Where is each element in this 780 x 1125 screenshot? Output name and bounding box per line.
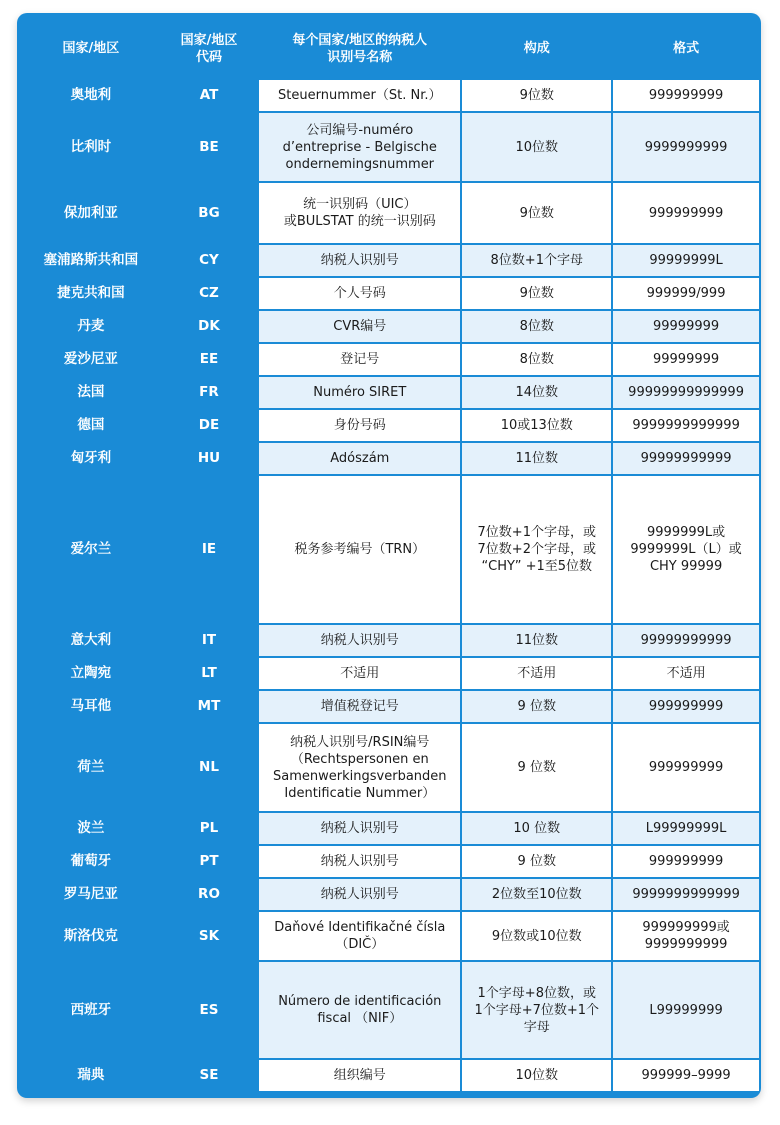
code-cell: AT <box>161 80 258 111</box>
format-cell: 99999999999999 <box>613 377 759 408</box>
format-cell: 999999999 <box>613 80 759 111</box>
table-row <box>23 410 759 441</box>
composition-cell: 10或13位数 <box>462 410 611 441</box>
composition-cell: 10位数 <box>462 113 611 181</box>
tin-name-cell: 公司编号-numéro d’entreprise - Belgische ondernemingsnummer <box>259 113 460 181</box>
code-cell: IT <box>161 625 258 656</box>
table-row <box>23 846 759 877</box>
composition-cell: 9 位数 <box>462 846 611 877</box>
table-row <box>23 1060 759 1091</box>
tin-name-cell: 纳税人识别号 <box>259 813 460 844</box>
country-cell: 斯洛伐克 <box>23 912 159 960</box>
code-cell: SK <box>161 912 258 960</box>
format-cell: 9999999999 <box>613 113 759 181</box>
tin-name-cell: 身份号码 <box>259 410 460 441</box>
tin-name-cell: CVR编号 <box>259 311 460 342</box>
table-row <box>23 724 759 811</box>
country-cell: 马耳他 <box>23 691 159 722</box>
country-cell: 奥地利 <box>23 80 159 111</box>
code-cell: FR <box>161 377 258 408</box>
table-row <box>23 691 759 722</box>
tin-name-cell: Adószám <box>259 443 460 474</box>
composition-cell: 9 位数 <box>462 691 611 722</box>
country-cell: 罗马尼亚 <box>23 879 159 910</box>
format-cell: L99999999L <box>613 813 759 844</box>
tin-name-cell: Número de identificación fiscal （NIF） <box>259 962 460 1058</box>
table-row <box>23 813 759 844</box>
country-cell: 爱沙尼亚 <box>23 344 159 375</box>
format-cell: 99999999999 <box>613 625 759 656</box>
code-cell: RO <box>161 879 258 910</box>
tin-name-cell: 纳税人识别号 <box>259 245 460 276</box>
table-row <box>23 912 759 960</box>
country-cell: 丹麦 <box>23 311 159 342</box>
tin-name-cell: Numéro SIRET <box>259 377 460 408</box>
composition-cell: 11位数 <box>462 443 611 474</box>
country-cell: 波兰 <box>23 813 159 844</box>
tin-name-cell: 增值税登记号 <box>259 691 460 722</box>
tin-name-cell: Daňové Identifikačné čísla （DIČ） <box>259 912 460 960</box>
table-row <box>23 625 759 656</box>
country-cell: 捷克共和国 <box>23 278 159 309</box>
format-cell: 9999999L或 9999999L（L）或 CHY 99999 <box>613 476 759 623</box>
header-code: 国家/地区 代码 <box>161 19 258 78</box>
country-cell: 意大利 <box>23 625 159 656</box>
country-cell: 比利时 <box>23 113 159 181</box>
code-cell: HU <box>161 443 258 474</box>
tin-name-cell: Steuernummer（St. Nr.） <box>259 80 460 111</box>
format-cell: 99999999 <box>613 311 759 342</box>
tin-name-cell: 纳税人识别号 <box>259 625 460 656</box>
code-cell: ES <box>161 962 258 1058</box>
tin-name-cell: 纳税人识别号 <box>259 879 460 910</box>
tin-name-cell: 组织编号 <box>259 1060 460 1091</box>
table-row <box>23 278 759 309</box>
composition-cell: 7位数+1个字母，或 7位数+2个字母，或 “CHY” +1至5位数 <box>462 476 611 623</box>
table-row <box>23 658 759 689</box>
code-cell: NL <box>161 724 258 811</box>
table-row <box>23 377 759 408</box>
country-cell: 法国 <box>23 377 159 408</box>
country-cell: 西班牙 <box>23 962 159 1058</box>
country-cell: 匈牙利 <box>23 443 159 474</box>
table-row <box>23 344 759 375</box>
format-cell: 999999999 <box>613 724 759 811</box>
table-row <box>23 311 759 342</box>
composition-cell: 2位数至10位数 <box>462 879 611 910</box>
tin-name-cell: 纳税人识别号 <box>259 846 460 877</box>
composition-cell: 9位数 <box>462 183 611 243</box>
composition-cell: 1个字母+8位数，或 1个字母+7位数+1个 字母 <box>462 962 611 1058</box>
table-row <box>23 879 759 910</box>
code-cell: CZ <box>161 278 258 309</box>
tin-name-cell: 个人号码 <box>259 278 460 309</box>
country-cell: 瑞典 <box>23 1060 159 1091</box>
format-cell: 999999/999 <box>613 278 759 309</box>
country-cell: 德国 <box>23 410 159 441</box>
composition-cell: 8位数 <box>462 344 611 375</box>
composition-cell: 8位数+1个字母 <box>462 245 611 276</box>
format-cell: 不适用 <box>613 658 759 689</box>
header-row <box>23 19 759 78</box>
composition-cell: 8位数 <box>462 311 611 342</box>
tin-name-cell: 不适用 <box>259 658 460 689</box>
table-row <box>23 962 759 1058</box>
code-cell: PL <box>161 813 258 844</box>
code-cell: LT <box>161 658 258 689</box>
format-cell: 9999999999999 <box>613 410 759 441</box>
code-cell: PT <box>161 846 258 877</box>
tin-name-cell: 税务参考编号（TRN） <box>259 476 460 623</box>
composition-cell: 9位数 <box>462 80 611 111</box>
composition-cell: 9 位数 <box>462 724 611 811</box>
code-cell: IE <box>161 476 258 623</box>
country-cell: 保加利亚 <box>23 183 159 243</box>
format-cell: 999999–9999 <box>613 1060 759 1091</box>
table-row <box>23 476 759 623</box>
code-cell: MT <box>161 691 258 722</box>
composition-cell: 11位数 <box>462 625 611 656</box>
composition-cell: 不适用 <box>462 658 611 689</box>
format-cell: 999999999 <box>613 691 759 722</box>
format-cell: 9999999999999 <box>613 879 759 910</box>
code-cell: BG <box>161 183 258 243</box>
country-cell: 塞浦路斯共和国 <box>23 245 159 276</box>
table-row <box>23 80 759 111</box>
tin-name-cell: 登记号 <box>259 344 460 375</box>
composition-cell: 9位数或10位数 <box>462 912 611 960</box>
table-row <box>23 443 759 474</box>
country-cell: 立陶宛 <box>23 658 159 689</box>
composition-cell: 9位数 <box>462 278 611 309</box>
format-cell: 999999999 <box>613 183 759 243</box>
format-cell: 99999999L <box>613 245 759 276</box>
tin-name-cell: 纳税人识别号/RSIN编号 （Rechtspersonen en Samenwerkingsverbanden Identificatie Nummer） <box>259 724 460 811</box>
code-cell: DK <box>161 311 258 342</box>
header-format: 格式 <box>613 19 759 78</box>
country-cell: 荷兰 <box>23 724 159 811</box>
table-row <box>23 245 759 276</box>
header-country: 国家/地区 <box>23 19 159 78</box>
table-row <box>23 113 759 181</box>
code-cell: CY <box>161 245 258 276</box>
header-tin-name: 每个国家/地区的纳税人 识别号名称 <box>259 19 460 78</box>
table-row <box>23 183 759 243</box>
code-cell: SE <box>161 1060 258 1091</box>
composition-cell: 10 位数 <box>462 813 611 844</box>
code-cell: BE <box>161 113 258 181</box>
code-cell: DE <box>161 410 258 441</box>
format-cell: 99999999999 <box>613 443 759 474</box>
format-cell: L99999999 <box>613 962 759 1058</box>
tin-table <box>21 17 761 1093</box>
table-body <box>23 80 759 1091</box>
composition-cell: 14位数 <box>462 377 611 408</box>
format-cell: 99999999 <box>613 344 759 375</box>
tin-name-cell: 统一识别码（UIC） 或BULSTAT 的统一识别码 <box>259 183 460 243</box>
country-cell: 葡萄牙 <box>23 846 159 877</box>
composition-cell: 10位数 <box>462 1060 611 1091</box>
header-composition: 构成 <box>462 19 611 78</box>
country-cell: 爱尔兰 <box>23 476 159 623</box>
format-cell: 999999999 <box>613 846 759 877</box>
format-cell: 999999999或 9999999999 <box>613 912 759 960</box>
code-cell: EE <box>161 344 258 375</box>
